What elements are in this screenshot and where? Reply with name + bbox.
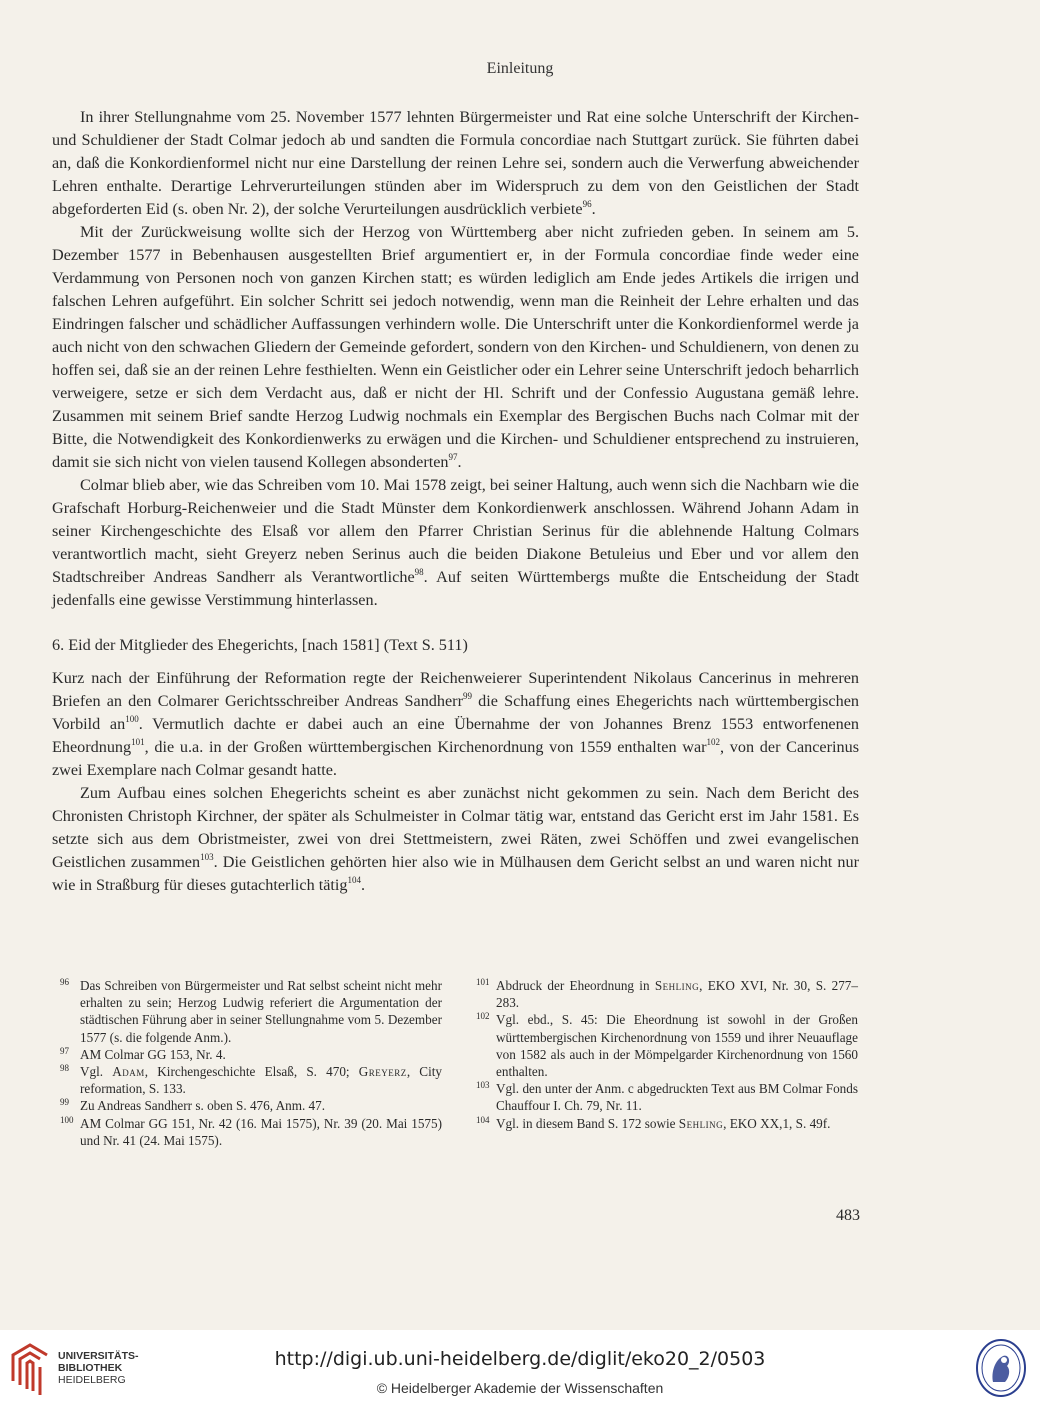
paragraph-4: Kurz nach der Einführung der Reformation regte der Reichenweierer Superintendent Nikolaus Cancerinus in mehreren Briefen an den Colmarer Gerichtsschreiber Andreas Sandherr$^{99}$ die Schaffung eines Ehegerichts nach württembergischen Vorbild $an^{100}$. Vermutlich dachte er dabei auch an eine Übernahme der von Johannes Brenz 1553 entworfenenen Eheordnung$^{101}$, die u.a. in der Großen württembergischen Kirchenordnung von 1559 enthalten war$^{102}$, von der Cancerinus zwei Exemplare nach Colmar gesandt hatte. <box>52 669 859 779</box>
footnote-99: 99 Zu Andreas Sandherr s. oben S. 476, Anm. 47. <box>60 1097 326 1114</box>
paragraph-5: Zum Aufbau eines solchen Ehegerichts scheint es aber zunächst nicht gekommen zu sein. Nach dem Bericht des Chronisten Christoph Kirchner, der später als Schulmeister in Colmar tätig war, entstand das Gericht erst im Jahr 1581. Es setzte sich aus dem Obristmeister, zwei von drei Stettmeistern, zwei Räten, zwei Schöffen und zwei evangelischen Geistlichen zusammen$^{103}$. Die Geistlichen gehörten hier also wie in Mülhausen dem Gericht selbst an und waren nicht nur wie in Straßburg für dieses gutachterlich tätig$^{104}$. <box>52 784 859 894</box>
footnote-ref-97[interactable]: 97 <box>448 452 458 462</box>
permalink-url[interactable]: http://digi.ub.uni-heidelberg.de/diglit/eko20_2/0503 <box>274 1348 766 1370</box>
footnote-ref-96[interactable]: 96 <box>582 199 592 209</box>
viewer-footer <box>0 1330 1040 1408</box>
footnote-ref-99[interactable]: 99 <box>462 691 472 701</box>
footnote-103: 103 Vgl. den unter der Anm. c abgedruckten Text aus BM Colmar Fonds Chauffour I. Ch. 79, Nr. 11. <box>476 1080 858 1114</box>
footnote-101: 101 Abdruck der Eheordnung in Sehling, EKO XVI, Nr. 30, S. 277–283. <box>476 977 858 1011</box>
paragraph-3: Colmar blieb aber, wie das Schreiben vom 10. Mai 1578 zeigt, bei seiner Haltung, auch wenn sich die Nachbarn wie die Grafschaft Horburg-Reichenweier und die Stadt Münster dem Konkordienwerk anschlossen. Während Johann Adam in seiner Kirchengeschichte des Elsaß vor allem den Pfarrer Christian Serinus für die ablehnende Haltung Colmars verantwortlich macht, sieht Greyerz neben Serinus auch die beiden Diakone Betuleius und Eber und vor allem den Stadtschreiber Andreas Sandherr als Verantwortliche$^{98}$. Auf seiten Württembergs mußte die Entscheidung der Stadt jedenfalls eine gewisse Verstimmung hinterlassen. <box>52 476 859 609</box>
paragraph-1: In ihrer Stellungnahme vom 25. November 1577 lehnten Bürgermeister und Rat eine solche Unterschrift der Kirchen- und Schuldiener der Stadt Colmar jedoch ab und sandten die Formula concordiae nach Stuttgart zurück. Sie führten dabei an, daß die Konkordienformel nicht nur eine Darstellung der reinen Lehre sei, sondern auch die Verwerfung abweichender Lehren enthalte. Derartige Lehrverurteilungen stünden aber im Widerspruch zu dem von den Geistlichen der Stadt abgeforderten Eid (s. oben Nr. 2), der solche Verurteilungen ausdrücklich verbiete$^{96}$. <box>52 108 859 218</box>
footnote-ref-98[interactable]: 98 <box>414 567 424 577</box>
footnote-ref-104[interactable]: 104 <box>347 875 361 885</box>
main-text <box>52 106 859 897</box>
copyright-notice: © Heidelberger Akademie der Wissenschaften <box>376 1380 664 1396</box>
academy-seal-icon <box>975 1338 1027 1398</box>
footnote-ref-102[interactable]: 102 <box>706 737 721 747</box>
footnotes <box>60 977 858 1149</box>
footnotes-right-column <box>476 977 858 1149</box>
footnote-96: 96 Das Schreiben von Bürgermeister und Rat selbst scheint nicht mehr erhalten zu sein; Herzog Ludwig referiert die Argumentation der städtischen Führung aber in seiner Stellungnahme vom 5. Dezember 1577 (s. die folgende Anm.). <box>60 977 442 1045</box>
footnote-ref-100[interactable]: 100 <box>125 714 139 724</box>
page-number: 483 <box>836 1207 860 1224</box>
footnote-100: 100 AM Colmar GG 151, Nr. 42 (16. Mai 1575), Nr. 39 (20. Mai 1575) und Nr. 41 (24. Mai 1575). <box>60 1114 442 1148</box>
library-name: UNIVERSITÄTS- BIBLIOTHEK HEIDELBERG <box>58 1350 139 1386</box>
footnotes-left-column <box>60 977 442 1149</box>
section-heading: 6. Eid der Mitglieder des Ehegerichts, [nach 1581] (Text S. 511) <box>52 636 468 654</box>
footnote-104: 104 Vgl. in diesem Band S. 172 sowie Sehling, EKO XX,1, S. 49f. <box>476 1114 831 1131</box>
footnote-ref-103[interactable]: 103 <box>200 852 214 862</box>
footnote-102: 102 Vgl. ebd., S. 45: Die Eheordnung ist sowohl in der Großen württembergischen Kirchenordnung von 1559 und ihrer Neuauflage von 1582 als auch in der Mömpelgarder Kirchenordnung von 1560 enthalten. <box>476 1011 858 1080</box>
paragraph-2: Mit der Zurückweisung wollte sich der Herzog von Württemberg aber nicht zufrieden geben. In seinem am 5. Dezember 1577 in Bebenhausen ausgestellten Brief argumentiert er, in der Formula concordiae finde weder eine Verdammung von Personen noch von ganzen Kirchen statt; es würden lediglich am Ende jedes Artikels die irrigen und falschen Lehren aufgeführt. Ein solcher Schritt sei jedoch notwendig, wenn man die Reinheit der Lehre erhalten und das Eindringen falscher und schädlicher Auffassungen verhindern wolle. Die Unterschrift unter die Konkordienformel werde ja auch nicht von den schwachen Gliedern der Gemeinde gefordert, sondern von den Kirchen- und Schuldienern, von denen zu hoffen sei, daß sie an der reinen Lehre festhielten. Wenn ein Geistlicher oder ein Lehrer seine Unterschrift jedoch beharrlich verweigere, setze er sich dem Verdacht aus, daß er nicht der Hl. Schrift und der Confessio Augustana gemäß lehre. Zusammen mit seinem Brief sandte Herzog Ludwig nochmals ein Exemplar des Bergischen Buchs nach Colmar mit der Bitte, die Notwendigkeit des Konkordienwerks zu erwägen und die Kirchen- und Schuldiener entsprechend zu instruieren, damit sie sich nicht von vielen tausend Kollegen absonderten$^{97}$. <box>52 223 859 471</box>
footnote-ref-101[interactable]: 101 <box>131 737 145 747</box>
footnote-97: 97 AM Colmar GG 153, Nr. 4. <box>60 1045 226 1062</box>
running-title: Einleitung <box>486 60 554 77</box>
footnote-98: 98 Vgl. Adam, Kirchengeschichte Elsaß, S. 470; Greyerz, City reformation, S. 133. <box>60 1063 443 1097</box>
